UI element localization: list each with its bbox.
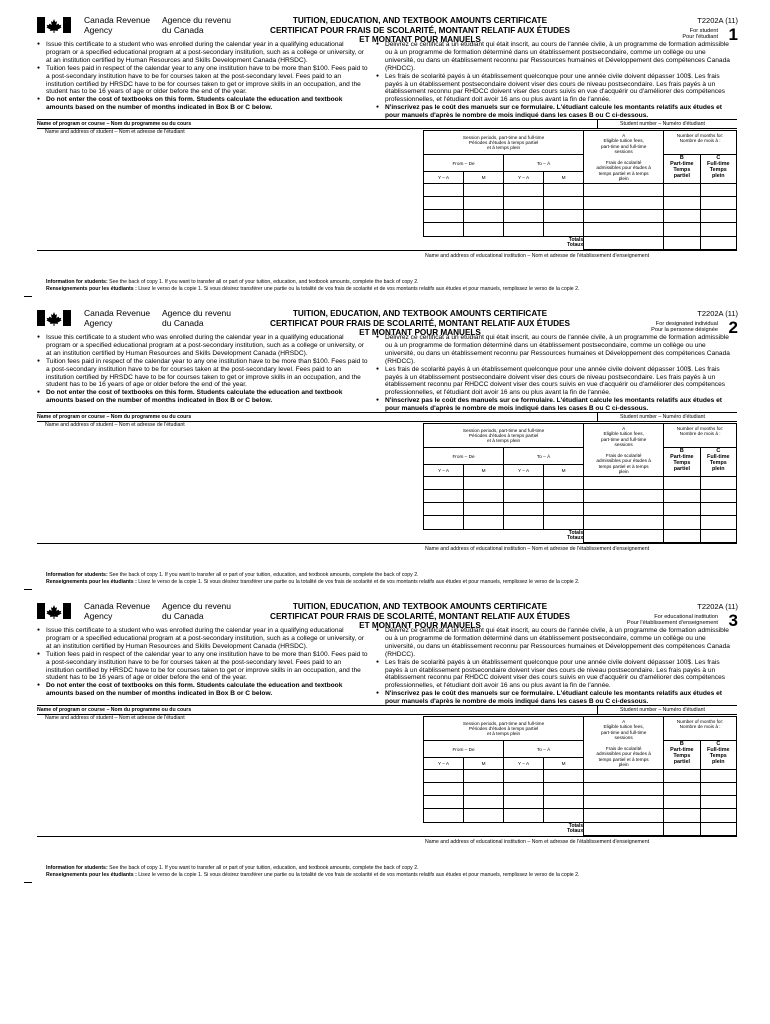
- institution-label: Name and address of educational institution – Nom et adresse de l'établissement d'enseignement: [425, 253, 650, 259]
- footer-text-en: See the back of copy 1. If you want to transfer all or part of your tuition, education, and textbook amounts, complete the back of copy 2.: [109, 572, 419, 578]
- instruction-item: ● Do not enter the cost of textbooks on this form. Students calculate the education and textbook amounts based on the number of months indicated in Box B or C below.: [37, 389, 369, 405]
- session-cell[interactable]: [504, 769, 544, 782]
- institution-label: Name and address of educational institution – Nom et adresse de l'établissement d'enseignement: [425, 839, 650, 845]
- footer-text-en: See the back of copy 1. If you want to transfer all or part of your tuition, education, and textbook amounts, complete the back of copy 2.: [109, 865, 419, 871]
- months-total-cell[interactable]: [700, 529, 736, 542]
- session-cell[interactable]: [464, 210, 504, 223]
- form-number: T2202A (11): [697, 602, 738, 611]
- months-cell[interactable]: [664, 489, 700, 502]
- agency-name-en: Canada Revenue Agency: [84, 601, 151, 621]
- months-cell[interactable]: [700, 796, 736, 809]
- months-cell[interactable]: [700, 782, 736, 795]
- agency-name-en: Canada Revenue Agency: [84, 15, 151, 35]
- program-label: Name of program or course – Nom du programme ou du cours: [37, 707, 192, 713]
- instruction-item: ● Tuition fees paid in respect of the calendar year to any one institution have to be more than $100. Fees paid to a post-secondary institution have to be for courses taken at the post-secondary level. Fees paid to an institution certified by HRSDC have to be for courses taken to get or improve skills in an occupation, and the student has to be 16 years of age or older before the end of the year.: [37, 65, 369, 97]
- months-cell[interactable]: [700, 476, 736, 489]
- fee-cell[interactable]: [584, 782, 664, 795]
- student-number-field[interactable]: Student number – Numéro d'étudiant: [597, 706, 705, 714]
- col-a-header: A Eligible tuition fees, part-time and full-time sessions Frais de scolarité admissibles pour études à temps partiel et à temps plein: [584, 424, 664, 477]
- instruction-item: ● Les frais de scolarité payés à un établissement quelconque pour une année civile doivent dépasser 100$. Les frais payés à un établissement postsecondaire doivent viser des cours de niveau postsecondaire. Les frais payés à un établissement reconnu par RHDCC doivent viser des cours suivis en vue d'acquérir ou d'améliorer des compétences professionnelles, et l'étudiant doit avoir 16 ans ou plus avant la fin de l'année.: [376, 73, 734, 105]
- months-total-cell[interactable]: [664, 822, 700, 835]
- months-header: Number of months for: Nombre de mois à :: [664, 717, 737, 741]
- agency-name-fr: Agence du revenu du Canada: [162, 601, 231, 621]
- instruction-item: ● Tuition fees paid in respect of the calendar year to any one institution have to be more than $100. Fees paid to a post-secondary institution have to be for courses taken at the post-secondary level. Fees paid to an institution certified by HRSDC have to be for courses taken to get or improve skills in an occupation, and the student has to be 16 years of age or older before the end of the year.: [37, 358, 369, 390]
- session-cell[interactable]: [504, 183, 544, 196]
- fee-cell[interactable]: [584, 809, 664, 822]
- student-info-footer: [46, 865, 579, 878]
- months-total-cell[interactable]: [664, 236, 700, 249]
- fee-cell[interactable]: [584, 210, 664, 223]
- cut-mark: [24, 589, 32, 590]
- copy-number: 1: [728, 25, 738, 44]
- form-number: T2202A (11): [697, 16, 738, 25]
- session-cell[interactable]: [504, 782, 544, 795]
- copy-number: 2: [728, 318, 738, 337]
- instruction-item: ● Do not enter the cost of textbooks on this form. Students calculate the education and textbook amounts based on the number of months indicated in Box B or C below.: [37, 96, 369, 112]
- months-cell[interactable]: [664, 183, 700, 196]
- months-cell[interactable]: [700, 489, 736, 502]
- session-cell[interactable]: [424, 516, 464, 529]
- session-cell[interactable]: [424, 223, 464, 236]
- instruction-item: ● N'inscrivez pas le coût des manuels sur ce formulaire. L'étudiant calcule les montants relatifs aux études et pour manuels d'après le nombre de mois indiqué dans les cases B ou C ci-dessous.: [376, 397, 734, 413]
- footer-lead-fr: Renseignements pour les étudiants :: [46, 578, 137, 585]
- instruction-item: ● Les frais de scolarité payés à un établissement quelconque pour une année civile doivent dépasser 100$. Les frais payés à un établissement postsecondaire doivent viser des cours de niveau postsecondaire. Les frais payés à un établissement reconnu par RHDCC doivent viser des cours suivis en vue d'acquérir ou d'améliorer des compétences professionnelles, et l'étudiant doit avoir 16 ans ou plus avant la fin de l'année.: [376, 659, 734, 691]
- certificate-copy: [0, 601, 770, 893]
- instruction-item: ● N'inscrivez pas le coût des manuels sur ce formulaire. L'étudiant calcule les montants relatifs aux études et pour manuels d'après le nombre de mois indiqué dans les cases B ou C ci-dessous.: [376, 690, 734, 706]
- form-number: T2202A (11): [697, 309, 738, 318]
- copy-recipient: For educational institution Pour l'établissement d'enseignement: [626, 614, 718, 627]
- totals-label: Totals Totaux: [424, 822, 584, 835]
- totals-label: Totals Totaux: [424, 529, 584, 542]
- program-field[interactable]: [37, 705, 737, 715]
- session-cell[interactable]: [464, 516, 504, 529]
- session-cell[interactable]: [424, 489, 464, 502]
- from-header: From – De: [424, 741, 504, 757]
- months-cell[interactable]: [700, 210, 736, 223]
- months-total-cell[interactable]: [700, 822, 736, 835]
- session-cell[interactable]: [504, 516, 544, 529]
- instructions-fr: [376, 627, 734, 706]
- program-field[interactable]: [37, 412, 737, 422]
- months-cell[interactable]: [700, 183, 736, 196]
- months-cell[interactable]: [700, 809, 736, 822]
- session-cell[interactable]: [464, 503, 504, 516]
- session-cell[interactable]: [424, 796, 464, 809]
- session-cell[interactable]: [544, 183, 584, 196]
- months-header: Number of months for: Nombre de mois à :: [664, 131, 737, 155]
- fee-cell[interactable]: [584, 796, 664, 809]
- session-cell[interactable]: [544, 489, 584, 502]
- months-cell[interactable]: [700, 503, 736, 516]
- cut-mark: [24, 296, 32, 297]
- months-cell[interactable]: [664, 769, 700, 782]
- months-cell[interactable]: [664, 196, 700, 209]
- student-info-footer: [46, 279, 579, 292]
- session-cell[interactable]: [544, 782, 584, 795]
- cut-mark: [24, 882, 32, 883]
- months-cell[interactable]: [664, 223, 700, 236]
- session-cell[interactable]: [464, 769, 504, 782]
- session-grid: [37, 423, 737, 544]
- to-month-header: M: [544, 171, 584, 183]
- session-cell[interactable]: [544, 516, 584, 529]
- program-label: Name of program or course – Nom du programme ou du cours: [37, 414, 192, 420]
- session-cell[interactable]: [504, 503, 544, 516]
- certificate-copy: [0, 308, 770, 600]
- agency-name-fr: Agence du revenu du Canada: [162, 308, 231, 328]
- months-total-cell[interactable]: [664, 529, 700, 542]
- student-name-field[interactable]: Name and address of student – Nom et adresse de l'étudiant: [45, 129, 185, 135]
- session-cell[interactable]: [544, 196, 584, 209]
- student-name-field[interactable]: Name and address of student – Nom et adresse de l'étudiant: [45, 715, 185, 721]
- session-cell[interactable]: [464, 196, 504, 209]
- totals-label: Totals Totaux: [424, 236, 584, 249]
- instruction-item: ● Délivrez ce certificat à un étudiant qui était inscrit, au cours de l'année civile, à un programme de formation admissible ou à un programme de formation déterminé dans un établissement postsecondaire, comme un collège ou une université, ou dans un établissement reconnu par Ressources humaines et Développement des compétences Canada (RHDCC).: [376, 334, 734, 366]
- footer-lead-en: Information for students:: [46, 572, 108, 578]
- session-cell[interactable]: [424, 210, 464, 223]
- months-total-cell[interactable]: [700, 236, 736, 249]
- session-header: Session periods, part-time and full-time Périodes d'études à temps partiel et à temps plein: [424, 131, 584, 155]
- session-cell[interactable]: [544, 809, 584, 822]
- fee-cell[interactable]: [584, 503, 664, 516]
- institution-label: Name and address of educational institution – Nom et adresse de l'établissement d'enseignement: [425, 546, 650, 552]
- session-cell[interactable]: [504, 196, 544, 209]
- session-cell[interactable]: [424, 196, 464, 209]
- agency-name-fr: Agence du revenu du Canada: [162, 15, 231, 35]
- certificate-copy: [0, 15, 770, 307]
- session-cell[interactable]: [544, 223, 584, 236]
- to-year-header: Y – A: [504, 171, 544, 183]
- months-cell[interactable]: [700, 516, 736, 529]
- footer-text-fr: Lisez le verso de la copie 1. Si vous désirez transférer une partie ou la totalité de vos frais de scolarité et de vos montants relatifs aux études et pour manuels, remplissez le verso de la copie 2.: [138, 285, 580, 292]
- months-cell[interactable]: [664, 782, 700, 795]
- fee-cell[interactable]: [584, 476, 664, 489]
- instruction-item: ● Délivrez ce certificat à un étudiant qui était inscrit, au cours de l'année civile, à un programme de formation admissible ou à un programme de formation déterminé dans un établissement postsecondaire, comme un collège ou une université, ou dans un établissement reconnu par Ressources humaines et Développement des compétences Canada (RHDCC).: [376, 627, 734, 659]
- col-b-header: B Part-time Temps partiel: [664, 741, 700, 769]
- program-field[interactable]: [37, 119, 737, 129]
- session-grid: [37, 130, 737, 251]
- student-info-footer: [46, 572, 579, 585]
- instructions-fr: [376, 334, 734, 413]
- canada-flag-icon: [37, 310, 71, 326]
- fee-cell[interactable]: [584, 769, 664, 782]
- fee-total-cell[interactable]: [584, 822, 664, 835]
- session-cell[interactable]: [544, 796, 584, 809]
- session-cell[interactable]: [424, 183, 464, 196]
- months-cell[interactable]: [664, 796, 700, 809]
- footer-text-fr: Lisez le verso de la copie 1. Si vous désirez transférer une partie ou la totalité de vos frais de scolarité et de vos montants relatifs aux études et pour manuels, remplissez le verso de la copie 2.: [138, 871, 580, 878]
- fees-table: [423, 130, 737, 250]
- instructions-en: [37, 41, 369, 112]
- instruction-item: ● Tuition fees paid in respect of the calendar year to any one institution have to be more than $100. Fees paid to a post-secondary institution have to be for courses taken at the post-secondary level. Fees paid to an institution certified by HRSDC have to be for courses taken to get or improve skills in an occupation, and the student has to be 16 years of age or older before the end of the year.: [37, 651, 369, 683]
- months-cell[interactable]: [664, 503, 700, 516]
- to-header: To – À: [504, 741, 584, 757]
- fee-total-cell[interactable]: [584, 529, 664, 542]
- session-cell[interactable]: [464, 183, 504, 196]
- instruction-item: ● Les frais de scolarité payés à un établissement quelconque pour une année civile doivent dépasser 100$. Les frais payés à un établissement postsecondaire doivent viser des cours de niveau postsecondaire. Les frais payés à un établissement reconnu par RHDCC doivent viser des cours suivis en vue d'acquérir ou d'améliorer des compétences professionnelles, et l'étudiant doit avoir 16 ans ou plus avant la fin de l'année.: [376, 366, 734, 398]
- agency-name-en: Canada Revenue Agency: [84, 308, 151, 328]
- session-cell[interactable]: [504, 210, 544, 223]
- session-cell[interactable]: [424, 809, 464, 822]
- session-cell[interactable]: [464, 782, 504, 795]
- col-c-header: C Full-time Temps plein: [700, 155, 736, 183]
- months-cell[interactable]: [700, 196, 736, 209]
- col-a-header: A Eligible tuition fees, part-time and full-time sessions Frais de scolarité admissibles pour études à temps partiel et à temps plein: [584, 717, 664, 770]
- copy-recipient: For designated individual Pour la personne désignée: [651, 321, 718, 334]
- session-cell[interactable]: [544, 476, 584, 489]
- months-cell[interactable]: [664, 476, 700, 489]
- session-cell[interactable]: [544, 210, 584, 223]
- instruction-item: ● Délivrez ce certificat à un étudiant qui était inscrit, au cours de l'année civile, à un programme de formation admissible ou à un programme de formation déterminé dans un établissement postsecondaire, comme un collège ou une université, ou dans un établissement reconnu par Ressources humaines et Développement des compétences Canada (RHDCC).: [376, 41, 734, 73]
- instruction-item: ● N'inscrivez pas le coût des manuels sur ce formulaire. L'étudiant calcule les montants relatifs aux études et pour manuels d'après le nombre de mois indiqué dans les cases B ou C ci-dessous.: [376, 104, 734, 120]
- instructions-fr: [376, 41, 734, 120]
- form-title: TUITION, EDUCATION, AND TEXTBOOK AMOUNTS CERTIFICATE CERTIFICAT POUR FRAIS DE SCOLARITÉ, MONTANT RELATIF AUX ÉTUDES ET MONTANT POUR MANUELS: [270, 16, 570, 45]
- col-a-header: A Eligible tuition fees, part-time and full-time sessions Frais de scolarité admissibles pour études à temps partiel et à temps plein: [584, 131, 664, 184]
- copy-recipient: For student Pour l'étudiant: [682, 28, 718, 41]
- session-cell[interactable]: [464, 223, 504, 236]
- student-name-field[interactable]: Name and address of student – Nom et adresse de l'étudiant: [45, 422, 185, 428]
- instructions-en: [37, 334, 369, 405]
- footer-text-en: See the back of copy 1. If you want to transfer all or part of your tuition, education, and textbook amounts, complete the back of copy 2.: [109, 279, 419, 285]
- from-year-header: Y – A: [424, 757, 464, 769]
- footer-lead-fr: Renseignements pour les étudiants :: [46, 285, 137, 292]
- footer-lead-fr: Renseignements pour les étudiants :: [46, 871, 137, 878]
- student-number-field[interactable]: Student number – Numéro d'étudiant: [597, 413, 705, 421]
- months-cell[interactable]: [700, 769, 736, 782]
- fees-table: [423, 716, 737, 836]
- canada-flag-icon: [37, 17, 71, 33]
- fee-cell[interactable]: [584, 489, 664, 502]
- session-header: Session periods, part-time and full-time Périodes d'études à temps partiel et à temps plein: [424, 717, 584, 741]
- col-b-header: B Part-time Temps partiel: [664, 155, 700, 183]
- session-cell[interactable]: [504, 809, 544, 822]
- session-cell[interactable]: [424, 503, 464, 516]
- from-month-header: M: [464, 171, 504, 183]
- instructions-en: [37, 627, 369, 698]
- session-cell[interactable]: [464, 476, 504, 489]
- session-cell[interactable]: [504, 796, 544, 809]
- months-header: Number of months for: Nombre de mois à :: [664, 424, 737, 448]
- instruction-item: ● Do not enter the cost of textbooks on this form. Students calculate the education and textbook amounts based on the number of months indicated in Box B or C below.: [37, 682, 369, 698]
- from-header: From – De: [424, 448, 504, 464]
- session-cell[interactable]: [464, 796, 504, 809]
- session-cell[interactable]: [424, 782, 464, 795]
- fee-cell[interactable]: [584, 196, 664, 209]
- fee-cell[interactable]: [584, 516, 664, 529]
- student-number-field[interactable]: Student number – Numéro d'étudiant: [597, 120, 705, 128]
- session-grid: [37, 716, 737, 837]
- fee-total-cell[interactable]: [584, 236, 664, 249]
- form-title: TUITION, EDUCATION, AND TEXTBOOK AMOUNTS CERTIFICATE CERTIFICAT POUR FRAIS DE SCOLARITÉ, MONTANT RELATIF AUX ÉTUDES ET MONTANT POUR MANUELS: [270, 309, 570, 338]
- col-c-header: C Full-time Temps plein: [700, 741, 736, 769]
- session-cell[interactable]: [464, 809, 504, 822]
- col-c-header: C Full-time Temps plein: [700, 448, 736, 476]
- session-header: Session periods, part-time and full-time Périodes d'études à temps partiel et à temps plein: [424, 424, 584, 448]
- to-month-header: M: [544, 464, 584, 476]
- to-header: To – À: [504, 155, 584, 171]
- canada-flag-icon: [37, 603, 71, 619]
- to-year-header: Y – A: [504, 757, 544, 769]
- program-label: Name of program or course – Nom du programme ou du cours: [37, 121, 192, 127]
- copy-number: 3: [728, 611, 738, 630]
- session-cell[interactable]: [424, 476, 464, 489]
- from-month-header: M: [464, 757, 504, 769]
- fees-table: [423, 423, 737, 543]
- fee-cell[interactable]: [584, 183, 664, 196]
- col-b-header: B Part-time Temps partiel: [664, 448, 700, 476]
- session-cell[interactable]: [544, 769, 584, 782]
- months-cell[interactable]: [664, 809, 700, 822]
- instruction-item: ● Issue this certificate to a student who was enrolled during the calendar year in a qualifying educational program or a specified educational program at a post-secondary institution, such as a college or university, or at an institution certified by Human Resources and Skills Development Canada (HRSDC).: [37, 627, 369, 651]
- session-cell[interactable]: [464, 489, 504, 502]
- fee-cell[interactable]: [584, 223, 664, 236]
- session-cell[interactable]: [504, 476, 544, 489]
- from-year-header: Y – A: [424, 464, 464, 476]
- session-cell[interactable]: [424, 769, 464, 782]
- months-cell[interactable]: [700, 223, 736, 236]
- form-title: TUITION, EDUCATION, AND TEXTBOOK AMOUNTS CERTIFICATE CERTIFICAT POUR FRAIS DE SCOLARITÉ, MONTANT RELATIF AUX ÉTUDES ET MONTANT POUR MANUELS: [270, 602, 570, 631]
- to-header: To – À: [504, 448, 584, 464]
- session-cell[interactable]: [504, 223, 544, 236]
- to-year-header: Y – A: [504, 464, 544, 476]
- session-cell[interactable]: [544, 503, 584, 516]
- instruction-item: ● Issue this certificate to a student who was enrolled during the calendar year in a qualifying educational program or a specified educational program at a post-secondary institution, such as a college or university, or at an institution certified by Human Resources and Skills Development Canada (HRSDC).: [37, 334, 369, 358]
- months-cell[interactable]: [664, 516, 700, 529]
- footer-lead-en: Information for students:: [46, 279, 108, 285]
- footer-text-fr: Lisez le verso de la copie 1. Si vous désirez transférer une partie ou la totalité de vos frais de scolarité et de vos montants relatifs aux études et pour manuels, remplissez le verso de la copie 2.: [138, 578, 580, 585]
- months-cell[interactable]: [664, 210, 700, 223]
- from-month-header: M: [464, 464, 504, 476]
- session-cell[interactable]: [504, 489, 544, 502]
- from-year-header: Y – A: [424, 171, 464, 183]
- from-header: From – De: [424, 155, 504, 171]
- instruction-item: ● Issue this certificate to a student who was enrolled during the calendar year in a qualifying educational program or a specified educational program at a post-secondary institution, such as a college or university, or at an institution certified by Human Resources and Skills Development Canada (HRSDC).: [37, 41, 369, 65]
- footer-lead-en: Information for students:: [46, 865, 108, 871]
- to-month-header: M: [544, 757, 584, 769]
